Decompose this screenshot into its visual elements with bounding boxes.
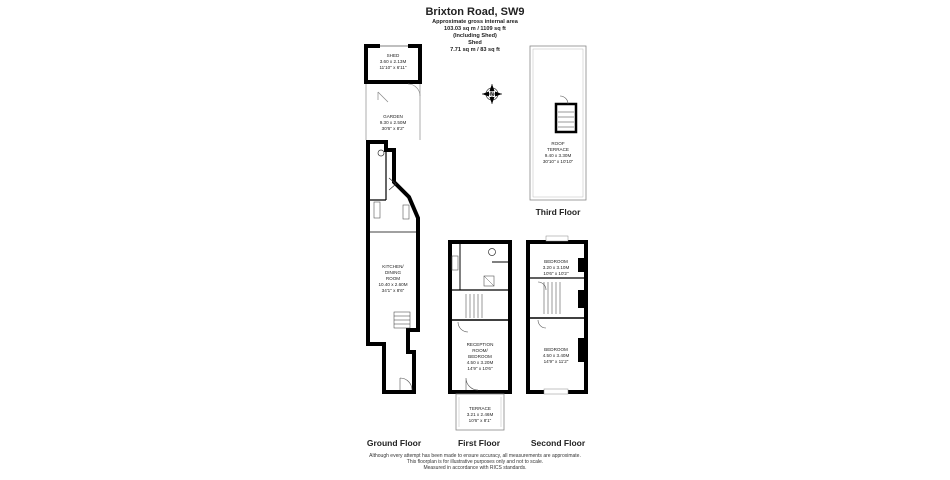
disclaimer-line-1: Although every attempt has been made to ensure accuracy, all measurements are approximate. xyxy=(369,453,581,459)
roof-imperial: 30'10" x 10'10" xyxy=(542,159,574,164)
compass-icon xyxy=(482,84,502,104)
disclaimer-line-2: This floorplan is for illustrative purposes only and not to scale. xyxy=(406,459,544,465)
roof-metric: 9.40 x 3.30M xyxy=(544,153,572,158)
area-note: (Including Shed) xyxy=(453,33,497,39)
shed-metric: 3.60 x 2.13M xyxy=(379,59,407,64)
garden-door-swing xyxy=(378,92,388,102)
bedroom2-metric: 4.50 x 3.40M xyxy=(542,353,570,358)
second-floor-plan xyxy=(528,236,586,394)
reception-label-1: RECEPTION xyxy=(466,342,494,347)
plan-title: Brixton Road, SW9 xyxy=(425,6,525,18)
garden-label: GARDEN xyxy=(383,114,403,119)
disclaimer-line-3: Measured in accordance with RICS standards. xyxy=(423,465,527,471)
terrace-imperial: 10'6" x 8'1" xyxy=(468,418,492,423)
shed-imperial: 11'10" x 6'11" xyxy=(379,65,407,70)
area-caption: Approximate gross internal area xyxy=(432,19,518,25)
terrace-metric: 3.21 x 2.46M xyxy=(466,412,494,417)
first-floor-label: First Floor xyxy=(457,438,501,448)
shed-area: 7.71 sq m / 83 sq ft xyxy=(450,47,500,53)
reception-metric: 4.50 x 3.20M xyxy=(466,360,494,365)
bedroom1-label: BEDROOM xyxy=(544,259,568,264)
window-icon xyxy=(544,389,568,394)
kitchen-label-1: KITCHEN/ xyxy=(382,264,404,269)
bedroom2-imperial: 14'9" x 11'2" xyxy=(543,359,569,364)
garden-metric: 9.30 x 2.50M xyxy=(379,120,407,125)
bedroom1-metric: 3.20 x 3.10M xyxy=(542,265,570,270)
kitchen-label-3: ROOM xyxy=(385,276,401,281)
area-total: 103.03 sq m / 1109 sq ft xyxy=(444,26,506,32)
kitchen-metric: 10.40 x 2.60M xyxy=(378,282,408,287)
terrace-label: TERRACE xyxy=(469,406,491,411)
first-floor-plan xyxy=(450,242,510,430)
shed-walls xyxy=(366,46,420,82)
shed-label: SHED xyxy=(386,53,400,58)
disclaimer xyxy=(0,453,950,471)
kitchen-imperial: 34'1" x 8'6" xyxy=(381,288,405,293)
wardrobe-icon xyxy=(578,338,584,362)
roof-label-1: ROOF xyxy=(551,141,565,146)
stair-access-walls xyxy=(556,104,576,132)
kitchen-label-2: DINING xyxy=(384,270,402,275)
bedroom1-imperial: 10'6" x 10'2" xyxy=(543,271,569,276)
third-floor-plan xyxy=(530,46,586,200)
third-floor-label: Third Floor xyxy=(535,207,581,217)
bedroom2-label: BEDROOM xyxy=(544,347,568,352)
ground-floor-plan xyxy=(366,44,420,392)
reception-imperial: 14'9" x 10'6" xyxy=(467,366,493,371)
second-floor-label: Second Floor xyxy=(530,438,586,448)
wardrobe-icon xyxy=(578,258,584,272)
cupboard-icon xyxy=(578,290,584,308)
reception-label-2: ROOM/ xyxy=(472,348,488,353)
shed-caption: Shed xyxy=(468,40,482,46)
compass-letter: N xyxy=(489,92,495,98)
roof-label-2: TERRACE xyxy=(547,147,569,152)
window-icon xyxy=(546,236,568,241)
garden-imperial: 30'6" x 8'2" xyxy=(381,126,405,131)
ground-floor-label: Ground Floor xyxy=(366,438,422,448)
reception-label-3: BEDROOM xyxy=(468,354,492,359)
